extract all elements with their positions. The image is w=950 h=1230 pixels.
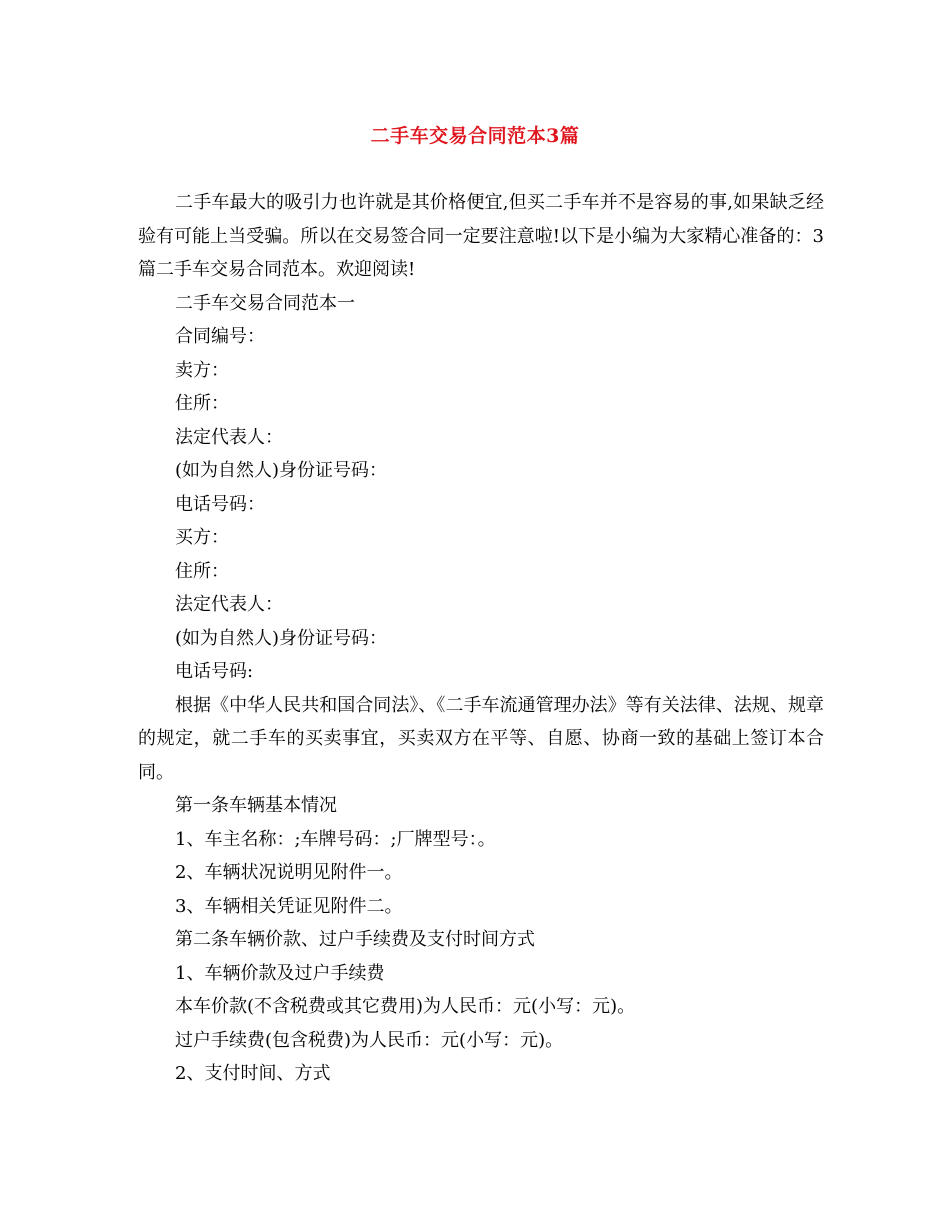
section-heading: 二手车交易合同范本一 xyxy=(175,292,355,314)
clause-item: 1、车辆价款及过户手续费 xyxy=(175,962,385,984)
clause-item: 过户手续费(包含税费)为人民币：元(小写：元)。 xyxy=(175,1029,564,1051)
clause-item: 本车价款(不含税费或其它费用)为人民币：元(小写：元)。 xyxy=(175,996,636,1017)
field-seller: 卖方： xyxy=(175,359,229,381)
field-seller-phone: 电话号码： xyxy=(175,493,265,515)
field-contract-number: 合同编号： xyxy=(175,326,265,347)
field-seller-legal-rep: 法定代表人： xyxy=(175,426,283,448)
clause-item: 3、车辆相关凭证见附件二。 xyxy=(175,895,403,917)
field-buyer-address: 住所： xyxy=(175,560,229,582)
clause-item: 2、车辆状况说明见附件一。 xyxy=(175,862,403,883)
field-buyer-phone: 电话号码: xyxy=(175,661,254,682)
document-body xyxy=(138,186,824,1091)
field-seller-id-number: (如为自然人)身份证号码： xyxy=(175,460,388,481)
intro-paragraph: 二手车最大的吸引力也许就是其价格便宜,但买二手车并不是容易的事,如果缺乏经验有可能上当受骗。所以在交易签合同一定要注意啦!以下是小编为大家精心准备的：3篇二手车交易合同范本。欢迎阅读! xyxy=(138,192,824,280)
field-buyer-legal-rep: 法定代表人： xyxy=(175,594,283,615)
preamble-paragraph: 根据《中华人民共和国合同法》、《二手车流通管理办法》等有关法律、法规、规章的规定，就二手车的买卖事宜，买卖双方在平等、自愿、协商一致的基础上签订本合同。 xyxy=(138,694,824,783)
field-seller-address: 住所： xyxy=(175,393,229,414)
document-title: 二手车交易合同范本3篇 xyxy=(370,125,580,147)
field-buyer-id-number: (如为自然人)身份证号码： xyxy=(175,627,388,649)
clause-article-1: 第一条车辆基本情况 xyxy=(175,795,337,816)
field-buyer: 买方： xyxy=(175,527,229,548)
clause-item: 2、支付时间、方式 xyxy=(175,1063,331,1084)
clause-item: 1、车主名称：;车牌号码：;厂牌型号：。 xyxy=(175,828,496,850)
clause-article-2: 第二条车辆价款、过户手续费及支付时间方式 xyxy=(175,929,535,950)
